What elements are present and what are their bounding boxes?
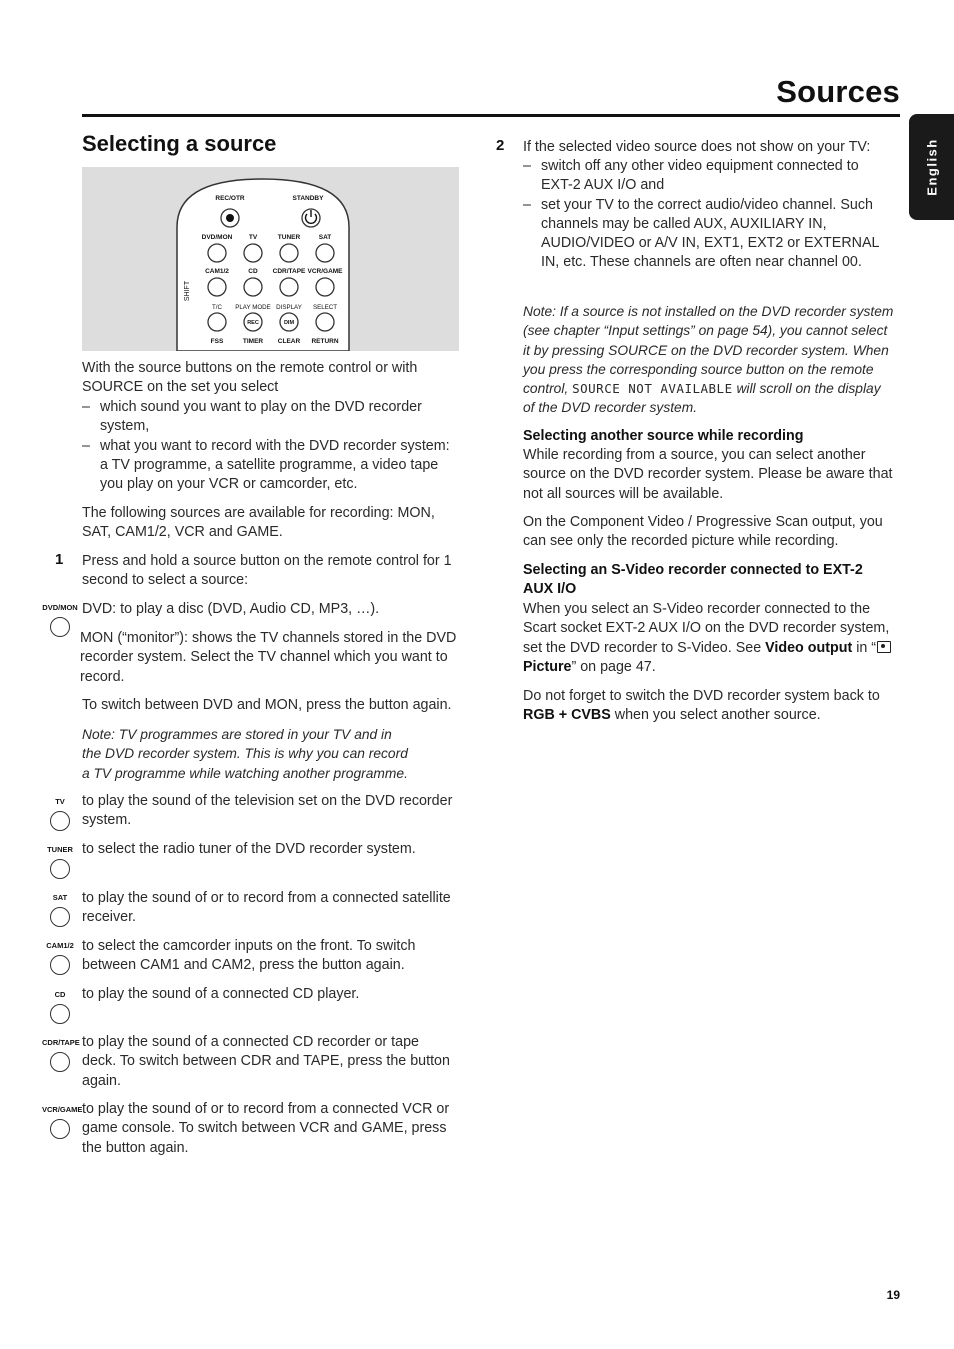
- tuner-source-text: to select the radio tuner of the DVD recorder system.: [82, 841, 416, 857]
- label-vcr-game: VCR/GAME: [307, 268, 343, 275]
- label-standby: STANDBY: [292, 195, 324, 202]
- s-video-paragraph: When you select an S-Video recorder connected to the Scart socket EXT-2 AUX I/O on the DVD recorder system, set the DVD recorder to S-Video. See Video output in “ Picture” on page 47.: [523, 601, 890, 675]
- button-rec-text: REC: [247, 320, 259, 326]
- sat-source-text: to play the sound of or to record from a connected satellite receiver.: [82, 890, 451, 926]
- intro-paragraph: With the source buttons on the remote control or with SOURCE on the set you select: [82, 360, 418, 396]
- label-fss: FSS: [210, 338, 224, 345]
- step-2-bullet: – switch off any other video equipment connected to EXT-2 AUX I/O and: [523, 158, 859, 194]
- intro-bullets: [82, 398, 457, 494]
- intro-bullet: – which sound you want to play on the DVD recorder system,: [82, 399, 422, 435]
- step-number-2: 2: [496, 137, 505, 154]
- picture-icon: [877, 641, 891, 653]
- label-return: RETURN: [311, 338, 339, 345]
- language-tab: [909, 114, 954, 220]
- label-cd: CD: [248, 268, 258, 275]
- another-source-paragraph: While recording from a source, you can select another source on the DVD recorder system. Please be aware that not all sources will be available.: [523, 447, 893, 502]
- page-title: Sources: [776, 74, 900, 109]
- step-number-1: 1: [55, 551, 64, 568]
- tuner-button-icon: TUNER: [42, 845, 78, 879]
- label-cdr-tape: CDR/TAPE: [272, 268, 306, 275]
- label-display: DISPLAY: [276, 304, 302, 311]
- cam-button-icon: CAM1/2: [42, 941, 78, 975]
- cdr-tape-source-text: to play the sound of a connected CD recorder or tape deck. To switch between CDR and TAPE, press the button again.: [82, 1034, 450, 1089]
- subheading-s-video: Selecting an S-Video recorder connected to EXT-2 AUX I/O: [523, 562, 863, 598]
- section-title: Selecting a source: [82, 131, 277, 156]
- header-rule: [82, 114, 900, 117]
- intro-bullet: – what you want to record with the DVD recorder system: a TV programme, a satellite programme, a video tape you play on your VCR or camcorder, etc.: [82, 437, 450, 493]
- cd-button-icon: CD: [42, 990, 78, 1024]
- tv-button-icon: TV: [42, 797, 78, 831]
- rgb-cvbs-ref: RGB + CVBS: [523, 707, 611, 724]
- switch-text: To switch between DVD and MON, press the button again.: [82, 697, 452, 713]
- source-note-text: Note: If a source is not installed on the DVD recorder system (see chapter “Input settings” on page 54), you cannot select it by pressing SOURCE on the DVD recorder system. When you press the corresponding source button on the remote control,: [523, 304, 894, 397]
- page-number: 19: [886, 1288, 900, 1302]
- label-timer: TIMER: [242, 338, 264, 345]
- video-output-ref: Video output: [765, 639, 853, 656]
- button-dim-text: DIM: [283, 320, 295, 326]
- vcr-game-source-text: to play the sound of or to record from a connected VCR or game console. To switch between VCR and GAME, press the button again.: [82, 1101, 450, 1156]
- tv-source-text: to play the sound of the television set on the DVD recorder system.: [82, 793, 453, 829]
- label-dvd-mon: DVD/MON: [201, 234, 233, 241]
- label-sat: SAT: [318, 234, 332, 241]
- sat-button-icon: SAT: [42, 893, 78, 927]
- component-video-paragraph: On the Component Video / Progressive Scan output, you can see only the recorded picture while recording.: [523, 514, 883, 550]
- tv-note: Note: TV programmes are stored in your TV and in the DVD recorder system. This is why you can record a TV programme while watching another programme.: [82, 727, 408, 781]
- cdr-tape-button-icon: CDR/TAPE: [42, 1038, 78, 1072]
- label-tc: T/C: [212, 304, 222, 311]
- available-sources-paragraph: The following sources are available for recording: MON, SAT, CAM1/2, VCR and GAME.: [82, 505, 435, 541]
- language-tab-label: English: [924, 138, 939, 196]
- dvd-mon-button-icon: DVD/MON: [42, 603, 78, 637]
- mon-text: MON (“monitor”): shows the TV channels stored in the DVD recorder system. Select the TV channel which you want to record.: [80, 630, 457, 685]
- remote-control-image: [82, 167, 459, 351]
- label-play-mode: PLAY MODE: [235, 304, 271, 311]
- cam-source-text: to select the camcorder inputs on the front. To switch between CAM1 and CAM2, press the button again.: [82, 938, 416, 974]
- cd-source-text: to play the sound of a connected CD player.: [82, 986, 360, 1002]
- label-tuner: TUNER: [277, 234, 301, 241]
- label-clear: CLEAR: [277, 338, 301, 345]
- source-note-text-end: will scroll on the display of the DVD recorder system.: [523, 381, 881, 416]
- label-rec-otr: REC/OTR: [215, 195, 245, 202]
- picture-ref: Picture: [523, 658, 572, 675]
- subheading-another-source: Selecting another source while recording: [523, 428, 804, 444]
- label-select: SELECT: [312, 304, 338, 311]
- label-tv: TV: [248, 234, 258, 241]
- vcr-game-button-icon: VCR/GAME: [42, 1105, 78, 1139]
- step-2-bullets: [523, 157, 881, 273]
- step-2-bullet: – set your TV to the correct audio/video channel. Such channels may be called AUX, AUXILIARY IN, AUDIO/VIDEO or A/V IN, EXT1, EXT2 or EXTERNAL IN, etc. These channels are often near channel 00.: [523, 196, 879, 271]
- label-shift: SHIFT: [184, 280, 191, 302]
- dvd-text: DVD: to play a disc (DVD, Audio CD, MP3, …).: [82, 601, 380, 617]
- rgb-cvbs-paragraph: Do not forget to switch the DVD recorder system back to RGB + CVBS when you select another source.: [523, 688, 880, 724]
- step-1-text: Press and hold a source button on the remote control for 1 second to select a source:: [82, 553, 452, 589]
- step-2-text: If the selected video source does not show on your TV:: [523, 139, 871, 155]
- source-note: [523, 302, 895, 418]
- lcd-message: SOURCE NOT AVAILABLE: [572, 381, 733, 397]
- remote-illustration: [82, 167, 459, 351]
- label-cam: CAM1/2: [205, 268, 229, 275]
